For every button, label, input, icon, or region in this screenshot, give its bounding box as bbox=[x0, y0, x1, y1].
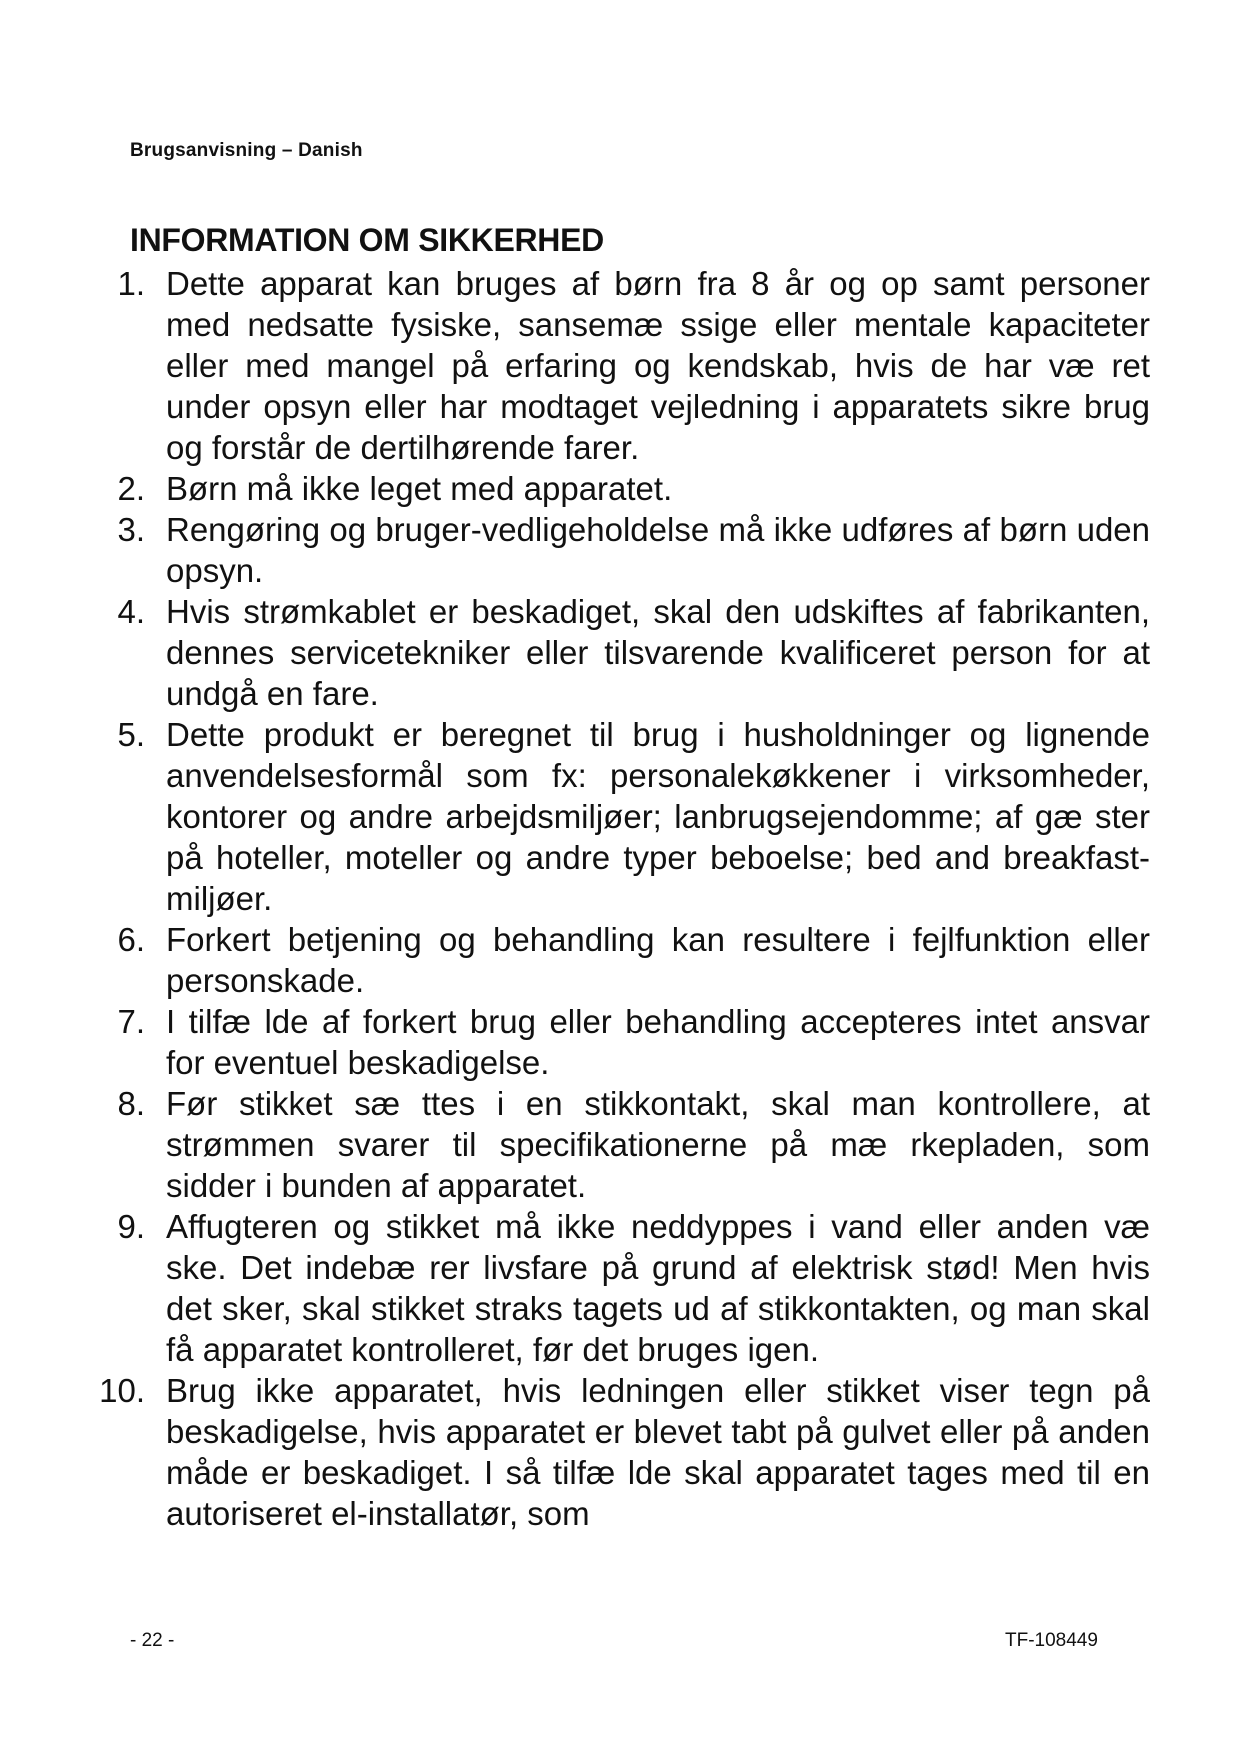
section-title: INFORMATION OM SIKKERHED bbox=[130, 222, 604, 258]
safety-item bbox=[95, 509, 1150, 591]
item-number: 10. bbox=[99, 1372, 145, 1409]
item-number: 7. bbox=[117, 1003, 145, 1040]
item-text: Børn må ikke leget med apparatet. bbox=[166, 470, 673, 507]
item-text: Brug ikke apparatet, hvis ledningen eller stikket viser tegn på beskadigelse, hvis apparatet er blevet tabt på gulvet eller på anden måde er beskadiget. I så tilfæ lde skal apparatet tages med til en autoriseret el-installatør, som bbox=[166, 1372, 1150, 1532]
document-header-label: Brugsanvisning – Danish bbox=[130, 140, 363, 161]
safety-item-list bbox=[95, 263, 1150, 1534]
item-text: Før stikket sæ ttes i en stikkontakt, skal man kontrollere, at strømmen svarer til specifikationerne på mæ rkepladen, som sidder i bunden af apparatet. bbox=[166, 1085, 1150, 1204]
safety-item bbox=[95, 263, 1150, 468]
item-text: Forkert betjening og behandling kan resultere i fejlfunktion eller personskade. bbox=[166, 921, 1150, 999]
safety-item bbox=[95, 1083, 1150, 1206]
item-number: 1. bbox=[117, 265, 145, 302]
item-text: Dette produkt er beregnet til brug i husholdninger og lignende anvendelsesformål som fx: personalekøkkener i virksomheder, kontorer og andre arbejdsmiljøer; lanbrugsejendomme; af gæ ster på hoteller, moteller og andre typer beboelse; bed and breakfast-miljøer. bbox=[166, 716, 1150, 917]
safety-item bbox=[95, 1206, 1150, 1370]
item-number: 6. bbox=[117, 921, 145, 958]
safety-item bbox=[95, 919, 1150, 1001]
safety-item bbox=[95, 468, 1150, 509]
item-number: 9. bbox=[117, 1208, 145, 1245]
item-text: I tilfæ lde af forkert brug eller behandling accepteres intet ansvar for eventuel beskadigelse. bbox=[166, 1003, 1150, 1081]
safety-item bbox=[95, 1370, 1150, 1534]
item-text: Dette apparat kan bruges af børn fra 8 år og op samt personer med nedsatte fysiske, sansemæ ssige eller mentale kapaciteter eller med mangel på erfaring og kendskab, hvis de har væ ret under opsyn eller har modtaget vejledning i apparatets sikre brug og forstår de dertilhørende farer. bbox=[166, 265, 1150, 466]
item-text: Affugteren og stikket må ikke neddyppes i vand eller anden væ ske. Det indebæ rer livsfare på grund af elektrisk stød! Men hvis det sker, skal stikket straks tagets ud af stikkontakten, og man skal få apparatet kontrolleret, før det bruges igen. bbox=[166, 1208, 1150, 1368]
item-text: Rengøring og bruger-vedligeholdelse må ikke udføres af børn uden opsyn. bbox=[166, 511, 1150, 589]
safety-item bbox=[95, 1001, 1150, 1083]
item-text: Hvis strømkablet er beskadiget, skal den udskiftes af fabrikanten, dennes servicetekniker eller tilsvarende kvalificeret person for at undgå en fare. bbox=[166, 593, 1150, 712]
safety-item bbox=[95, 591, 1150, 714]
item-number: 2. bbox=[117, 470, 145, 507]
item-number: 8. bbox=[117, 1085, 145, 1122]
item-number: 4. bbox=[117, 593, 145, 630]
page-number: - 22 - bbox=[130, 1630, 175, 1651]
item-number: 3. bbox=[117, 511, 145, 548]
document-code: TF-108449 bbox=[1005, 1630, 1098, 1651]
item-number: 5. bbox=[117, 716, 145, 753]
safety-item bbox=[95, 714, 1150, 919]
